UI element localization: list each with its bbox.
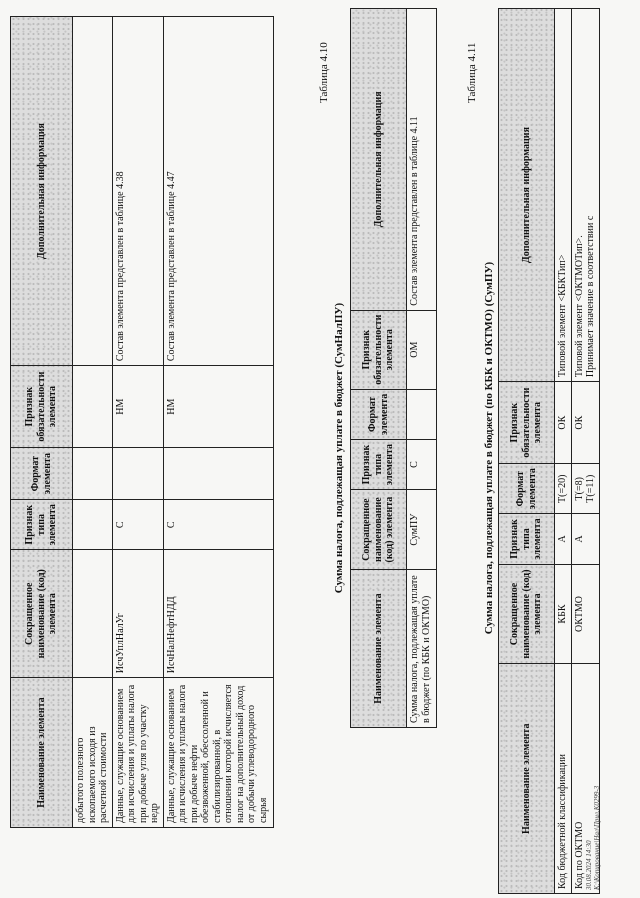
table-cell: ОК (555, 382, 572, 464)
footer-date: 30.08.2024 14:30 (585, 840, 593, 890)
table-cell (73, 500, 113, 550)
table-cell: Состав элемента представлен в таблице 4.38 (112, 17, 163, 366)
table-header-row (499, 9, 555, 894)
table-row (163, 17, 273, 828)
table-cell: ИсчУплНалУг (112, 550, 163, 678)
table-cell: НМ (112, 366, 163, 448)
table-label: Таблица 4.11 (466, 42, 478, 103)
header-cell: Сокращенное наименование (код) элемента (499, 564, 555, 664)
header-cell: Признак типа элемента (11, 500, 73, 550)
header-cell: Признак обязательности элемента (11, 366, 73, 448)
header-cell: Дополнительная информация (351, 9, 407, 311)
table-cell: Код по ОКТМО (571, 664, 599, 894)
table-cell: Данные, служащие основанием для исчисления и уплаты налога при добыче нефти обезвоженной, обессоленной и стабилизированной, в отношении которой исчисляется налог на дополнительный доход от добычи углеводородного сырья (163, 678, 273, 828)
table-cell: А (555, 514, 572, 564)
header-cell: Сокращенное наименование (код) элемента (351, 490, 407, 570)
header-cell: Признак обязательности элемента (351, 310, 407, 389)
table-cell: СумПУ (407, 490, 437, 570)
table-cell: С (112, 500, 163, 550)
table-cell (407, 389, 437, 439)
table-cell: Данные, служащие основанием для исчисления и уплаты налога при добыче угля по участку недр (112, 678, 163, 828)
header-cell: Наименование элемента (11, 678, 73, 828)
table-cell: Т(=8) Т(=11) (571, 464, 599, 514)
table-cell: ОМ (407, 310, 437, 389)
header-cell: Формат элемента (499, 464, 555, 514)
table-row (112, 17, 163, 828)
header-cell: Формат элемента (11, 448, 73, 500)
table-cell: ОКТМО (571, 564, 599, 664)
table-cell (112, 448, 163, 500)
header-cell: Признак обязательности элемента (499, 382, 555, 464)
table-cell: Состав элемента представлен в таблице 4.47 (163, 17, 273, 366)
header-cell: Наименование элемента (351, 570, 407, 728)
table-cell (163, 448, 273, 500)
table-cell: ИсчНалНефтНДД (163, 550, 273, 678)
table-cell: А (571, 514, 599, 564)
table-4-10 (350, 8, 437, 728)
table-header-row (351, 9, 407, 728)
table-cell (73, 366, 113, 448)
table-header-row (11, 17, 73, 828)
footer-stamp (585, 786, 602, 890)
header-cell: Признак типа элемента (499, 514, 555, 564)
table-cell: Код бюджетной классификации (555, 664, 572, 894)
table-row (555, 9, 572, 894)
table-cell: Т(=20) (555, 464, 572, 514)
table-row (407, 9, 437, 728)
table-cell (73, 550, 113, 678)
header-cell: Дополнительная информация (11, 17, 73, 366)
table-cell (73, 448, 113, 500)
table-cell: С (163, 500, 273, 550)
header-cell: Наименование элемента (499, 664, 555, 894)
table-cell: добытого полезного ископаемого исходя из расчетной стоимости (73, 678, 113, 828)
table-label: Таблица 4.10 (318, 42, 330, 103)
table-cell: КБК (555, 564, 572, 664)
table-cell: Типовой элемент <КБКТип> (555, 9, 572, 382)
table-cell: Сумма налога, подлежащая уплате в бюджет (по КБК и ОКТМО) (407, 570, 437, 728)
footer-path: К:\Копирование\Нал\Прил.К0299-3 (593, 785, 602, 890)
table-row (571, 9, 599, 894)
section-title: Сумма налога, подлежащая уплате в бюджет (СумНалПУ) (333, 302, 345, 594)
table-cell: Состав элемента представлен в таблице 4.11 (407, 9, 437, 311)
table-cell (73, 17, 113, 366)
header-cell: Признак типа элемента (351, 439, 407, 489)
table-cell: Типовой элемент <ОКТМОТип>. Принимает значение в соответствии с (571, 9, 599, 382)
section-title: Сумма налога, подлежащая уплате в бюджет (по КБК и ОКТМО) (СумПУ) (483, 261, 495, 635)
header-cell: Сокращенное наименование (код) элемента (11, 550, 73, 678)
table-row (73, 17, 113, 828)
header-cell: Формат элемента (351, 389, 407, 439)
table-4-11 (498, 8, 600, 894)
table-continuation (10, 16, 274, 828)
table-cell: ОК (571, 382, 599, 464)
header-cell: Дополнительная информация (499, 9, 555, 382)
table-cell: С (407, 439, 437, 489)
table-cell: НМ (163, 366, 273, 448)
